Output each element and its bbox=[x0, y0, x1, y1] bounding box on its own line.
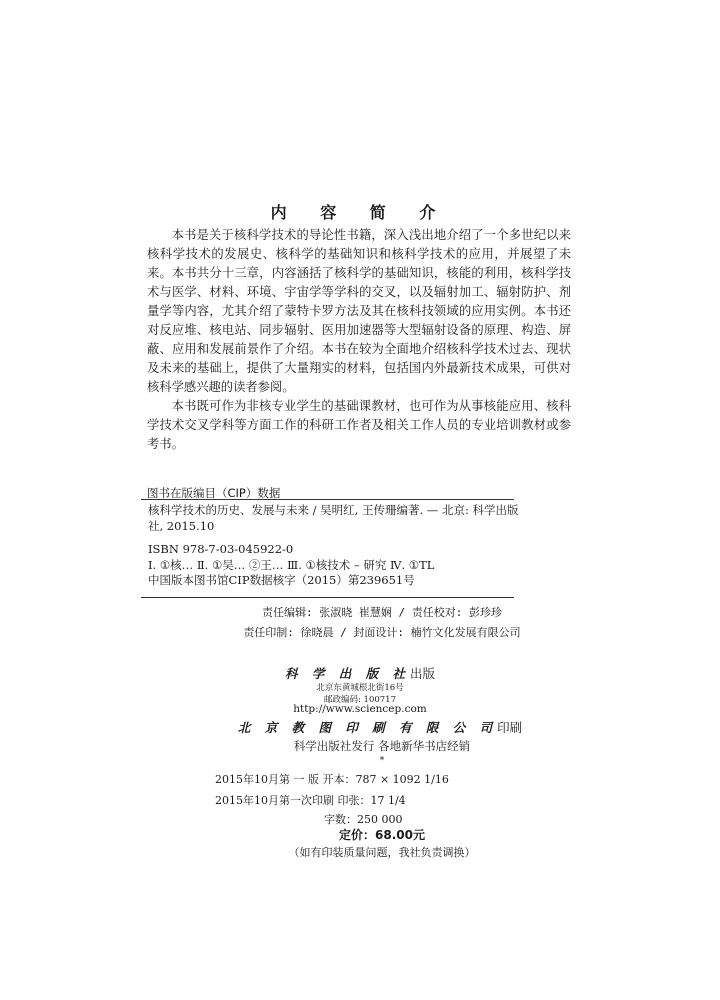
production-credits: 责任印制: 徐晓晨 / 封面设计: 楠竹文化发展有限公司 bbox=[243, 626, 521, 639]
editor-credits: 责任编辑: 张淑晓 崔慧娴 / 责任校对: 彭珍珍 bbox=[262, 606, 502, 619]
cip-data-block bbox=[148, 503, 519, 589]
printer-line bbox=[20, 718, 720, 736]
summary-paragraph: 本书既可作为非核专业学生的基础课教材，也可作为从事核能应用、核科学技术交叉学科等方面工作的科研工作者及相关工作人员的专业培训教材或参考书。 bbox=[147, 399, 571, 451]
printer-name: 北 京 教 图 印 刷 有 限 公 司 bbox=[237, 720, 498, 735]
publisher-url: http://www.sciencep.com bbox=[293, 703, 427, 715]
publisher-postcode: 邮政编码: 100717 bbox=[323, 695, 396, 705]
word-count: 字数：250 000 bbox=[324, 813, 403, 826]
cip-bottom-rule bbox=[141, 597, 514, 598]
publisher-name: 科 学 出 版 社 bbox=[285, 666, 410, 681]
summary-text bbox=[147, 226, 571, 454]
publisher-line bbox=[0, 664, 720, 682]
summary-title: 内 容 简 介 bbox=[270, 203, 450, 222]
cip-top-rule bbox=[141, 499, 514, 500]
quality-notice: （如有印装质量问题，我社负责调换） bbox=[288, 846, 476, 859]
cip-isbn: ISBN 978-7-03-045922-0 bbox=[148, 542, 294, 556]
distribution-line: 科学出版社发行 各地新华书店经销 bbox=[293, 739, 471, 753]
price: 定价：68.00元 bbox=[339, 828, 425, 842]
cip-title: 图书在版编目（CIP）数据 bbox=[147, 486, 281, 500]
printer-suffix: 印刷 bbox=[497, 720, 523, 735]
cip-classification: Ⅰ. ①核… Ⅱ. ①吴… ②王… Ⅲ. ①核技术 – 研究 Ⅳ. ①TL bbox=[148, 557, 435, 572]
edition-line: 2015年10月第 一 版 开本：787 × 1092 1/16 bbox=[215, 773, 449, 786]
cip-entry-line: 核科学技术的历史、发展与未来 / 吴明红, 王传珊编著. — 北京: 科学出版 bbox=[148, 503, 519, 517]
publisher-suffix: 出版 bbox=[409, 666, 435, 681]
publisher-address: 北京东黄城根北街16号 bbox=[316, 683, 404, 693]
summary-paragraph: 本书是关于核科学技术的导论性书籍，深入浅出地介绍了一个多世纪以来核科学技术的发展史、核科学的基础知识和核科学技术的应用，并展望了未来。本书共分十三章，内容涵括了核科学的基础知识，核能的利用，核科学技术与医学、材料、环境、宇宙学等学科的交叉，以及辐射加工、辐射防护、剂量学等内容，尤其介绍了蒙特卡罗方法及其在核科技领域的应用实例。本书还对反应堆、核电站、同步辐射、医用加速器等大型辐射设备的原理、构造、屏蔽、应用和发展前景作了介绍。本书在较为全面地介绍核科学技术过去、现状及未来的基础上，提供了大量翔实的材料，包括国内外最新技术成果，可供对核科学感兴趣的读者参阅。 bbox=[147, 228, 571, 394]
cip-entry-line: 社, 2015.10 bbox=[148, 518, 215, 533]
cip-record-number: 中国版本图书馆CIP数据核字（2015）第239651号 bbox=[148, 573, 415, 587]
separator-star: * bbox=[379, 756, 385, 766]
printing-line: 2015年10月第一次印刷 印张：17 1/4 bbox=[215, 794, 406, 807]
